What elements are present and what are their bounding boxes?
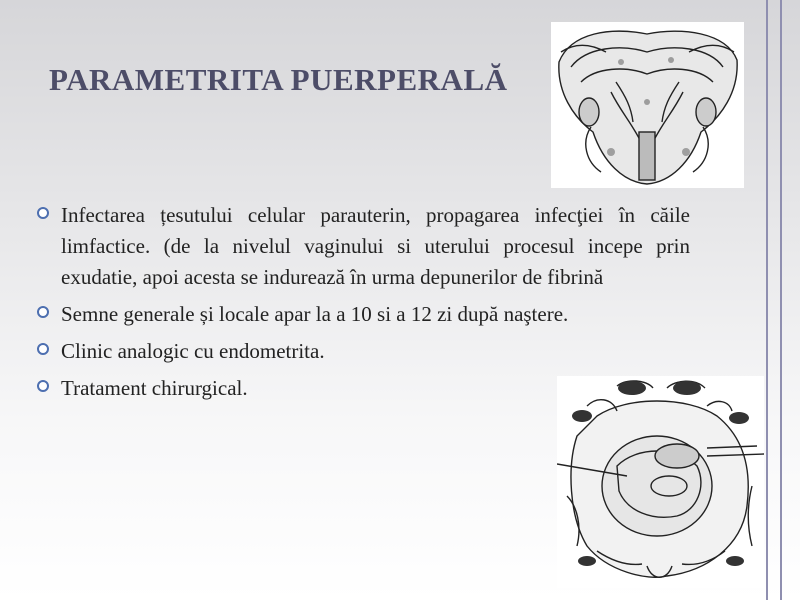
list-item: Infectarea țesutului celular parauterin, propagarea infecţiei în căile limfactice. (de la nivelul vaginului si uterului procesul incepe prin exudatie, apoi acesta se indurează în urma depunerilor de fibrină (36, 200, 690, 293)
bullet-ring-icon (37, 343, 49, 355)
list-item: Clinic analogic cu endometrita. (36, 336, 690, 367)
vertical-rule-left (766, 0, 768, 600)
bullet-ring-icon (37, 306, 49, 318)
list-item: Tratament chirurgical. (36, 373, 690, 404)
vertical-rule-right (780, 0, 782, 600)
bullet-ring-icon (37, 207, 49, 219)
list-item: Semne generale și locale apar la a 10 si a 12 zi după naştere. (36, 299, 690, 330)
pelvis-illustration (557, 376, 764, 588)
uterus-illustration (551, 22, 744, 188)
bullet-ring-icon (37, 380, 49, 392)
slide-title: PARAMETRITA PUERPERALĂ (49, 62, 508, 97)
